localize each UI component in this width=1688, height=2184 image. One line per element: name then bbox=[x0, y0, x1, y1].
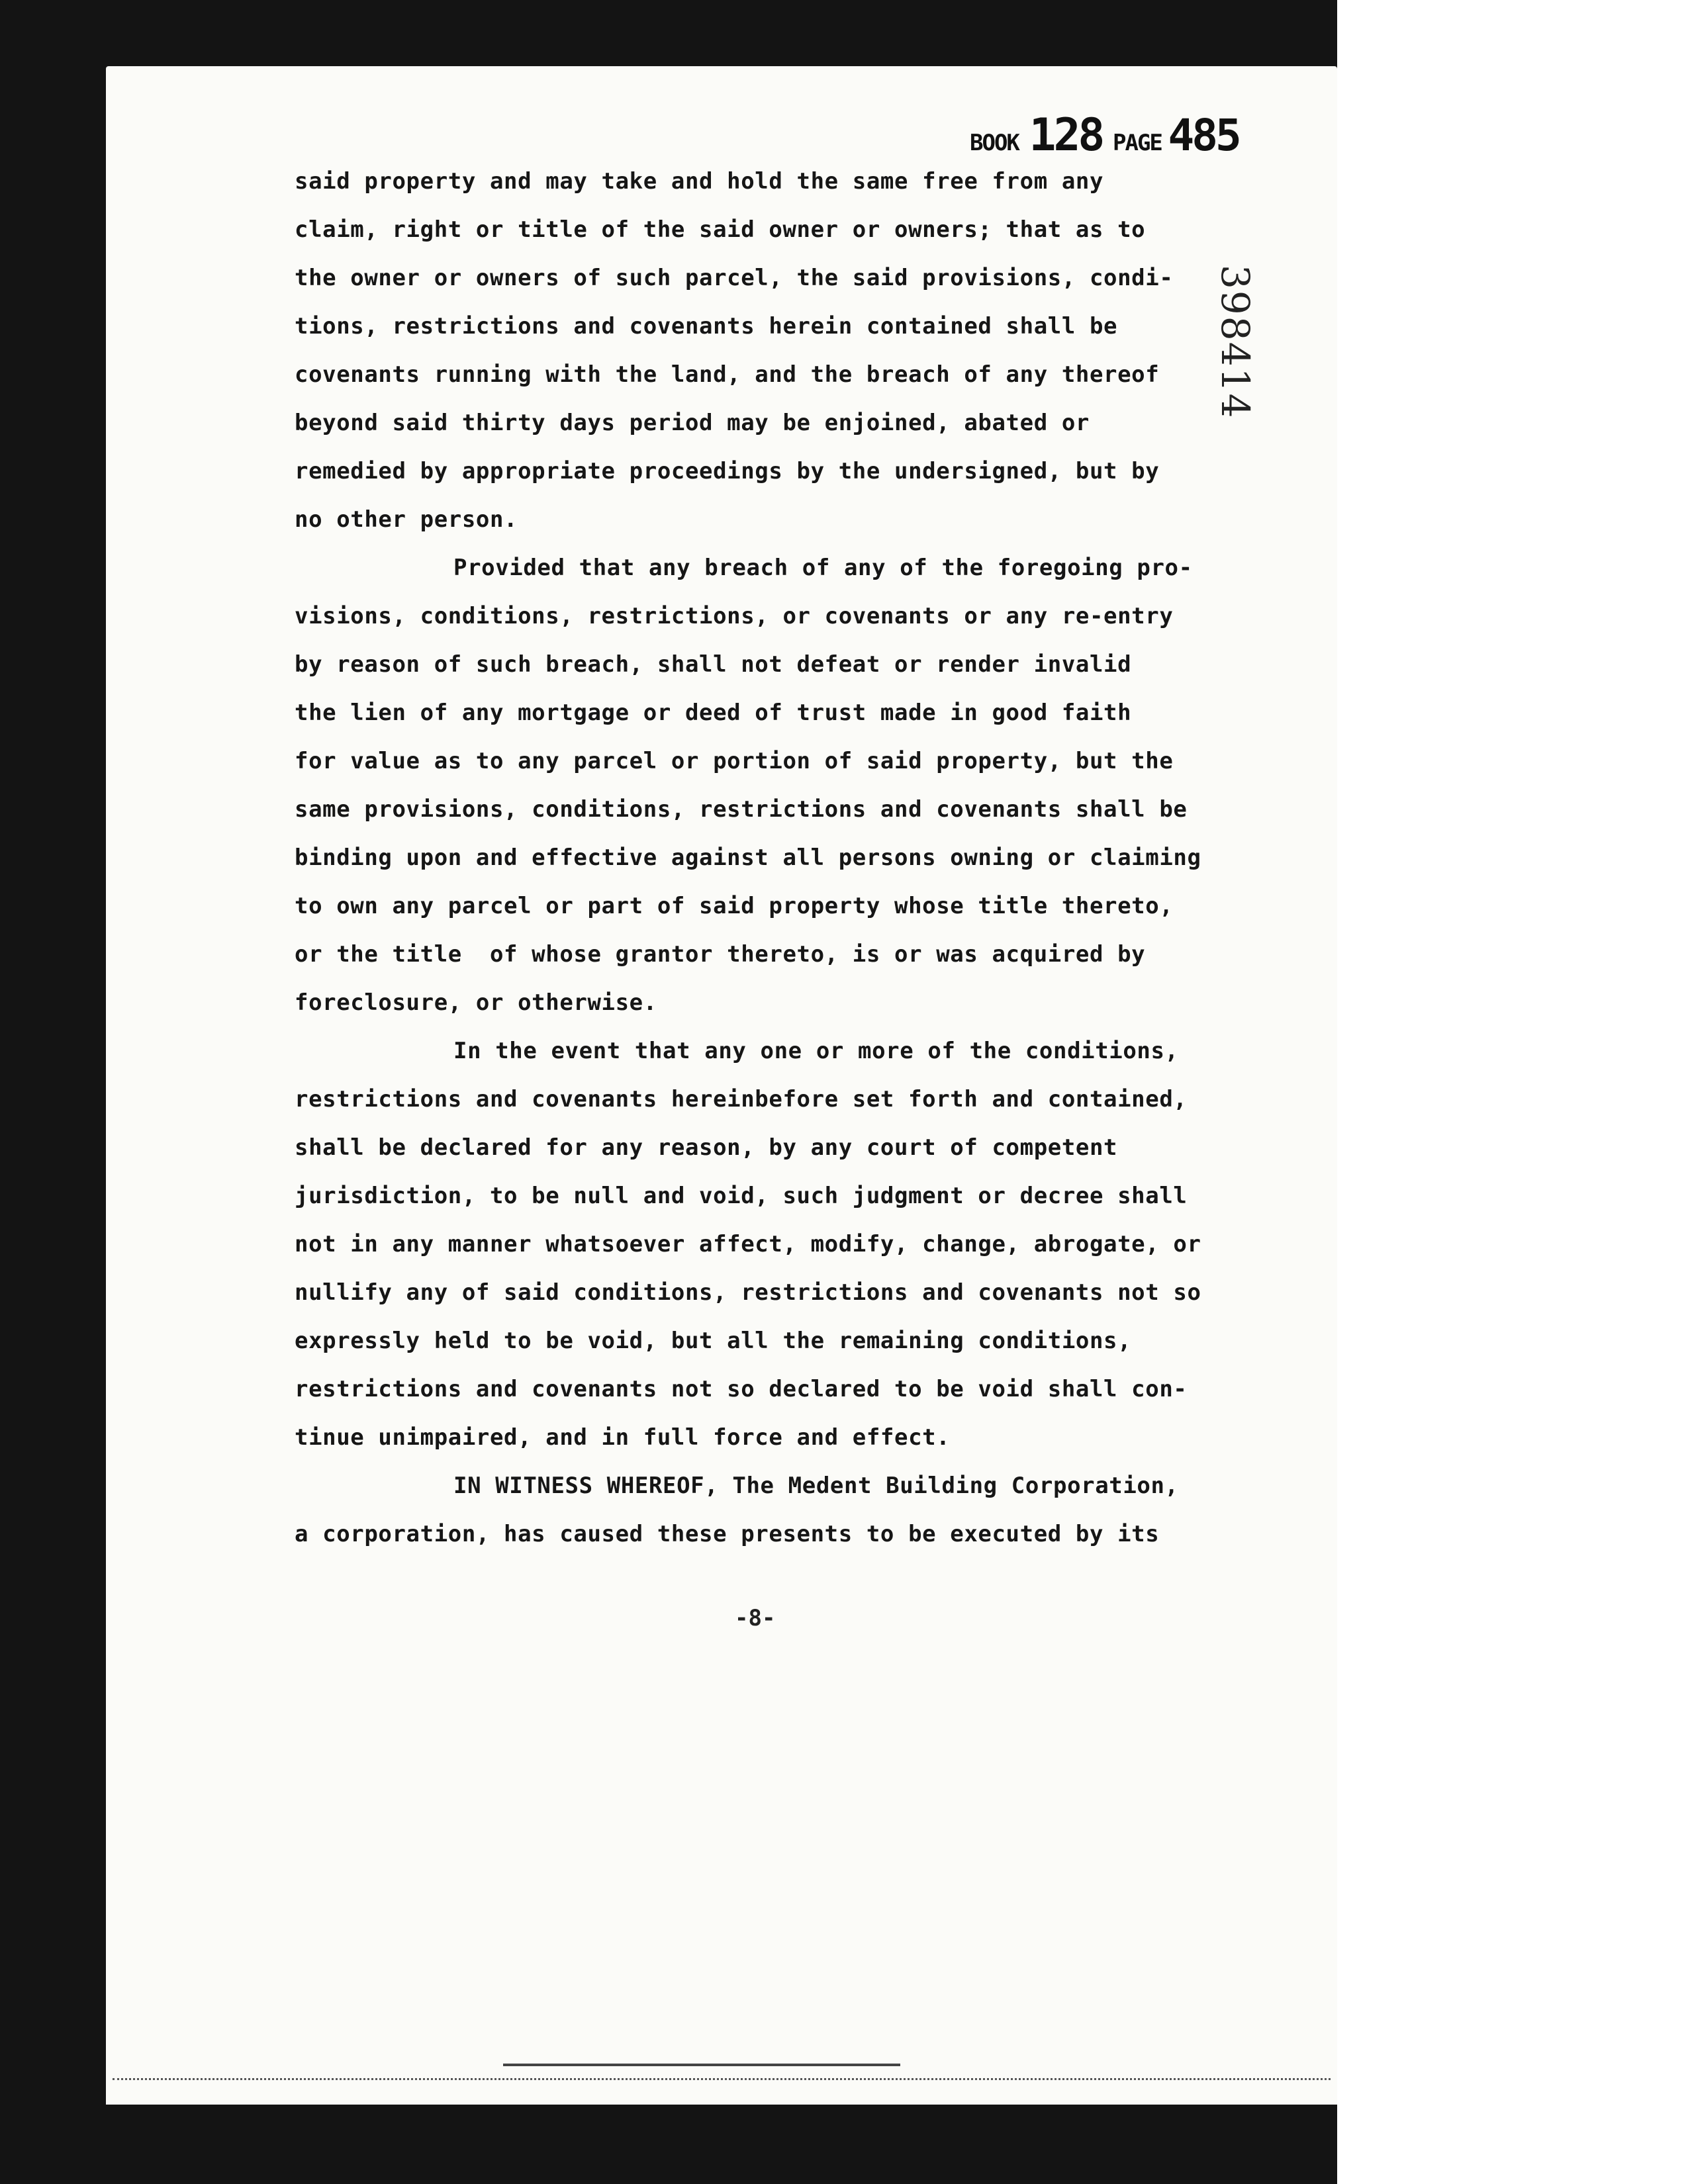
body-line: visions, conditions, restrictions, or covenants or any re-entry bbox=[295, 603, 1174, 629]
signature-line bbox=[503, 2064, 900, 2066]
body-line: restrictions and covenants not so declared to be void shall con- bbox=[295, 1376, 1188, 1402]
body-line: expressly held to be void, but all the remaining conditions, bbox=[295, 1328, 1132, 1354]
page-margin bbox=[1337, 0, 1688, 2184]
body-line: nullify any of said conditions, restrictions and covenants not so bbox=[295, 1279, 1201, 1306]
book-number: 128 bbox=[1029, 109, 1103, 161]
body-line: the owner or owners of such parcel, the said provisions, condi- bbox=[295, 265, 1174, 291]
body-line: same provisions, conditions, restrictions and covenants shall be bbox=[295, 796, 1188, 823]
body-line: tions, restrictions and covenants herein contained shall be bbox=[295, 313, 1118, 340]
body-line: foreclosure, or otherwise. bbox=[295, 989, 657, 1016]
body-line: beyond said thirty days period may be enjoined, abated or bbox=[295, 410, 1090, 436]
body-line: shall be declared for any reason, by any court of competent bbox=[295, 1134, 1118, 1161]
body-line: covenants running with the land, and the breach of any thereof bbox=[295, 361, 1160, 388]
body-line: to own any parcel or part of said property whose title thereto, bbox=[295, 893, 1174, 919]
body-line: said property and may take and hold the same free from any bbox=[295, 168, 1104, 195]
body-line: remedied by appropriate proceedings by the undersigned, but by bbox=[295, 458, 1160, 484]
page-label: PAGE bbox=[1113, 130, 1162, 156]
document-body bbox=[295, 158, 1261, 1559]
body-line: Provided that any breach of any of the foregoing pro- bbox=[453, 555, 1193, 581]
bottom-dotted-rule bbox=[113, 2078, 1331, 2082]
book-label: BOOK bbox=[970, 130, 1019, 156]
body-line: not in any manner whatsoever affect, modify, change, abrogate, or bbox=[295, 1231, 1201, 1257]
document-number-stamp: 398414 bbox=[1213, 265, 1258, 420]
body-line: the lien of any mortgage or deed of trust made in good faith bbox=[295, 700, 1132, 726]
body-line: tinue unimpaired, and in full force and effect. bbox=[295, 1424, 951, 1451]
body-line: or the title of whose grantor thereto, is or was acquired by bbox=[295, 941, 1146, 968]
book-page-reference bbox=[970, 109, 1239, 161]
body-line: a corporation, has caused these presents to be executed by its bbox=[295, 1521, 1160, 1547]
body-line: no other person. bbox=[295, 506, 518, 533]
footer-page-number: -8- bbox=[735, 1605, 776, 1631]
body-line: restrictions and covenants hereinbefore set forth and contained, bbox=[295, 1086, 1188, 1113]
body-line: for value as to any parcel or portion of said property, but the bbox=[295, 748, 1174, 774]
page-number: 485 bbox=[1168, 110, 1239, 161]
body-line: claim, right or title of the said owner or owners; that as to bbox=[295, 216, 1146, 243]
body-line: In the event that any one or more of the conditions, bbox=[453, 1038, 1179, 1064]
body-line: binding upon and effective against all persons owning or claiming bbox=[295, 844, 1201, 871]
body-line: IN WITNESS WHEREOF, The Medent Building Corporation, bbox=[453, 1473, 1179, 1499]
body-line: jurisdiction, to be null and void, such judgment or decree shall bbox=[295, 1183, 1188, 1209]
body-line: by reason of such breach, shall not defeat or render invalid bbox=[295, 651, 1132, 678]
